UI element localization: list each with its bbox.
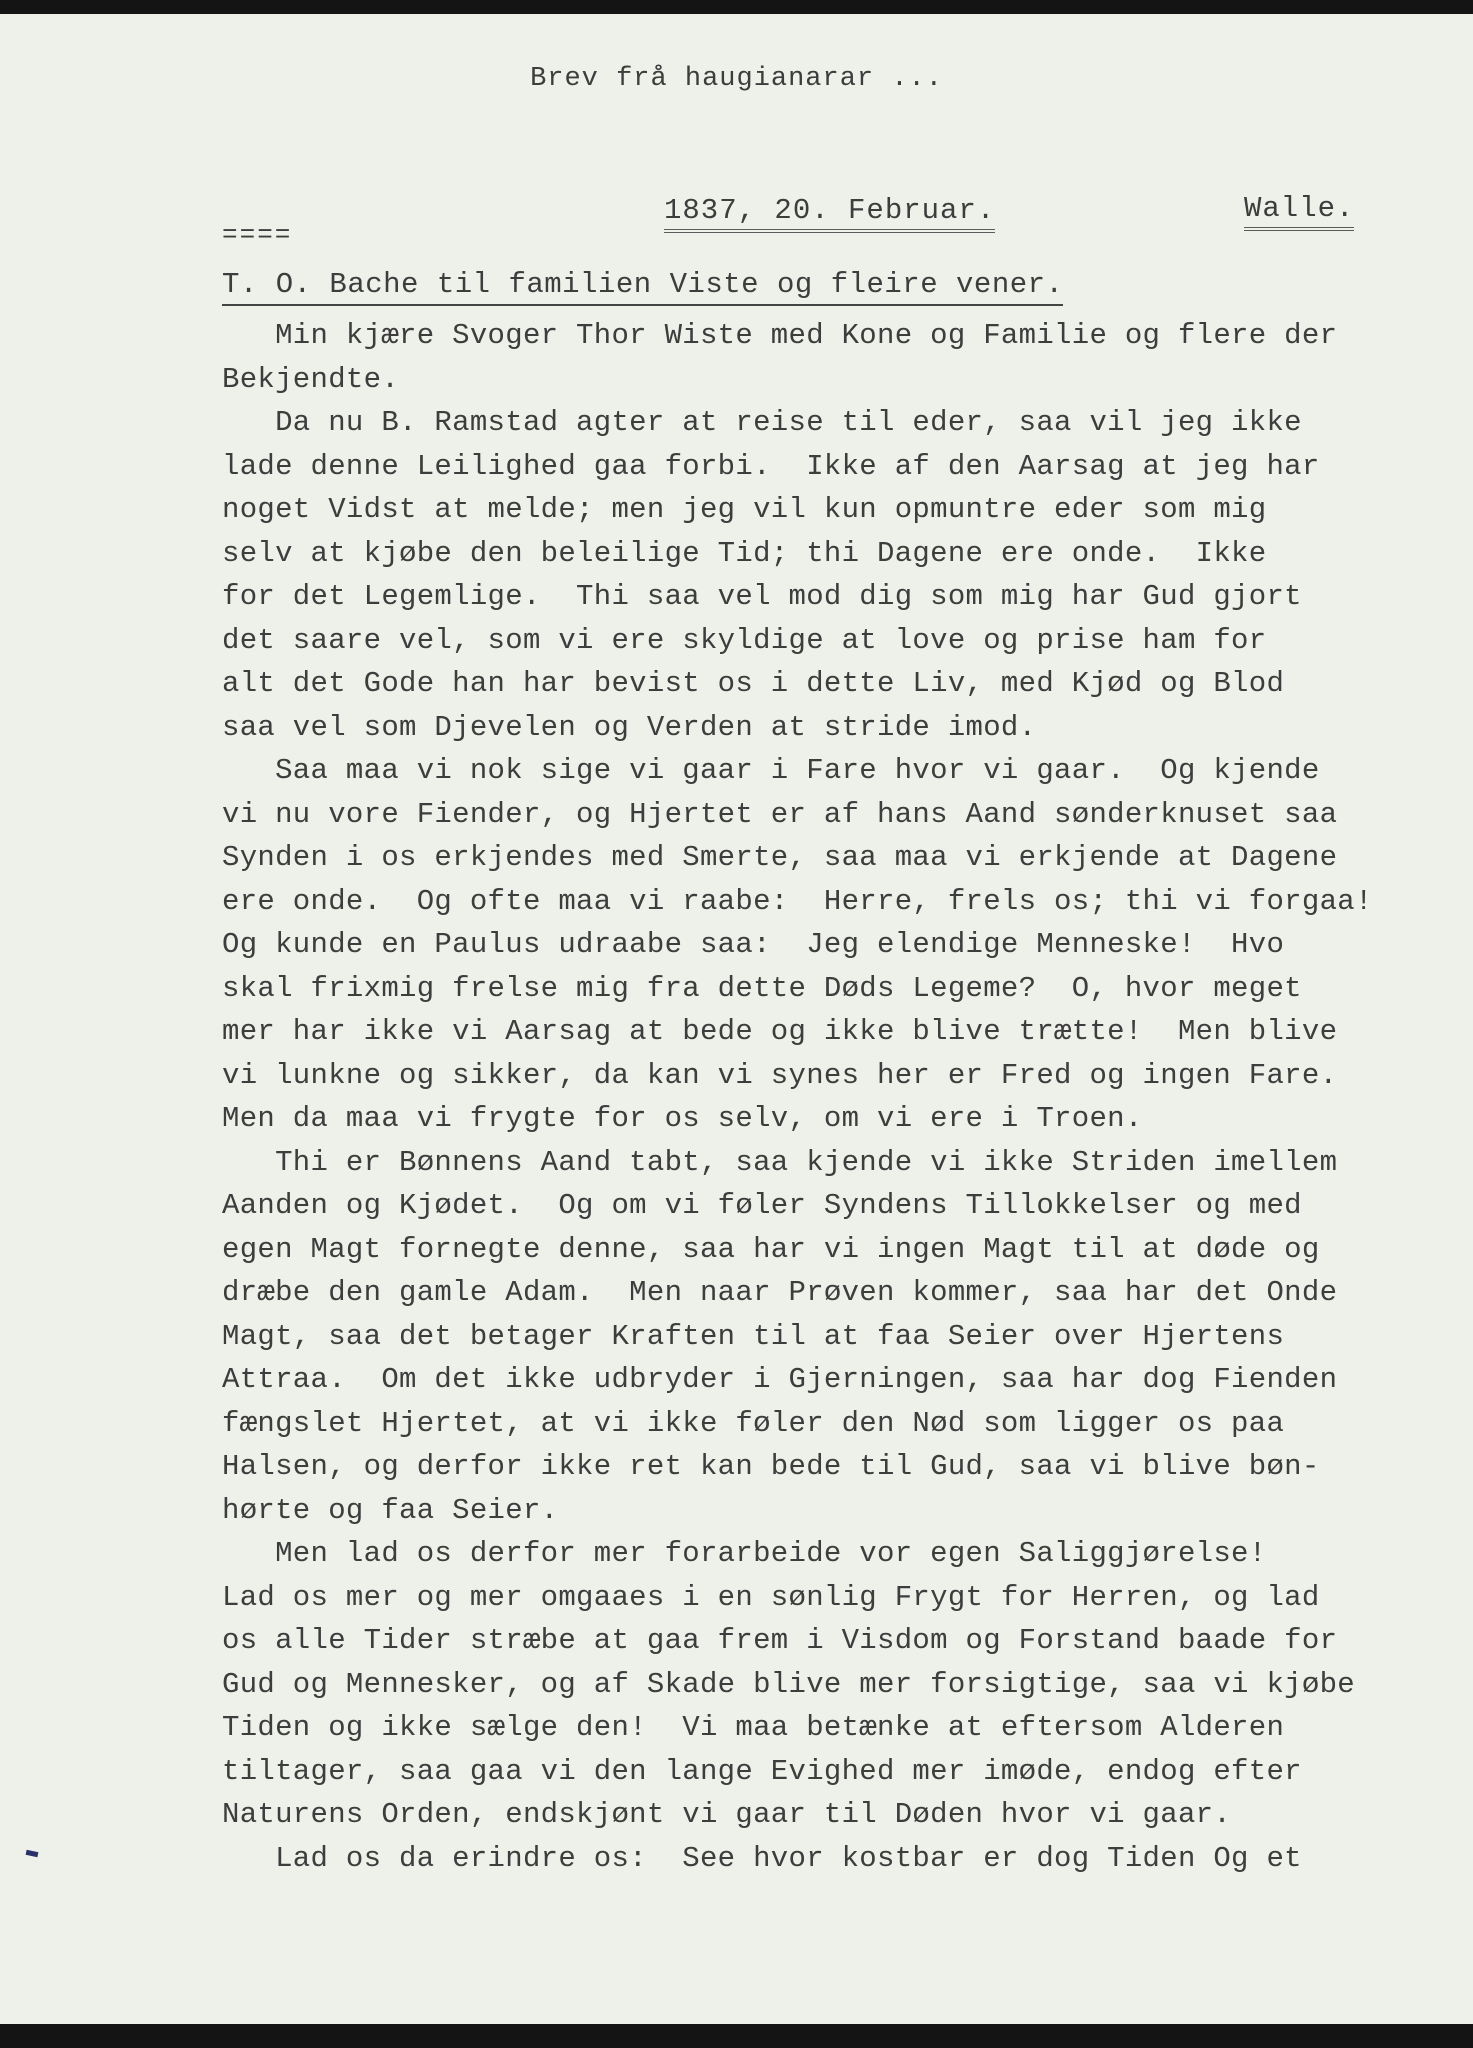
body-line: egen Magt fornegte denne, saa har vi ingen Magt til at døde og [222,1232,1320,1266]
body-line: vi lunkne og sikker, da kan vi synes her er Fred og ingen Fare. [222,1058,1338,1092]
body-line: Bekjendte. [222,362,400,396]
body-line: Min kjære Svoger Thor Wiste med Kone og Familie og flere der [222,319,1338,352]
ink-fleck [26,1850,39,1857]
body-line: selv at kjøbe den beleilige Tid; thi Dagene ere onde. Ikke [222,536,1267,570]
body-line: Da nu B. Ramstad agter at reise til eder, saa vil jeg ikke [222,406,1302,439]
body-line: noget Vidst at melde; men jeg vil kun opmuntre eder som mig [222,493,1267,526]
body-line: Tiden og ikke sælge den! Vi maa betænke at eftersom Alderen [222,1711,1285,1744]
page-header: Brev frå haugianarar ... [530,64,943,94]
body-line: Thi er Bønnens Aand tabt, saa kjende vi ikke Striden imellem [222,1145,1338,1179]
letter-place: Walle. [1244,192,1354,231]
body-line: Men lad os derfor mer forarbeide vor egen Saliggjørelse! [222,1537,1267,1570]
letter-date: 1837, 20. Februar. [664,194,995,233]
body-line: hørte og faa Seier. [222,1493,559,1527]
body-line: Magt, saa det betager Kraften til at faa Seier over Hjertens [222,1319,1285,1353]
body-line: fængslet Hjertet, at vi ikke føler den Nød som ligger os paa [222,1406,1285,1440]
body-line: Gud og Mennesker, og af Skade blive mer forsigtige, saa vi kjøbe [222,1667,1355,1701]
body-line: Naturens Orden, endskjønt vi gaar til Døden hvor vi gaar. [222,1798,1232,1831]
typewritten-page [0,14,1473,2024]
body-line: dræbe den gamle Adam. Men naar Prøven kommer, saa har det Onde [222,1276,1338,1309]
body-line: for det Legemlige. Thi saa vel mod dig som mig har Gud gjort [222,580,1302,613]
body-line: tiltager, saa gaa vi den lange Evighed mer imøde, endog efter [222,1754,1302,1788]
body-line: saa vel som Djevelen og Verden at stride imod. [222,710,1037,744]
body-line: Attraa. Om det ikke udbryder i Gjerningen, saa har dog Fienden [222,1363,1338,1396]
section-marker: ==== [222,220,293,250]
body-line: Men da maa vi frygte for os selv, om vi ere i Troen. [222,1102,1143,1135]
body-line: vi nu vore Fiender, og Hjertet er af hans Aand sønderknuset saa [222,797,1338,831]
body-line: os alle Tider stræbe at gaa frem i Visdom og Forstand baade for [222,1624,1338,1657]
body-line: Halsen, og derfor ikke ret kan bede til Gud, saa vi blive bøn- [222,1450,1320,1483]
letter-body [222,314,1373,1880]
body-line: Lad os da erindre os: See hvor kostbar er dog Tiden Og et [222,1841,1302,1875]
body-line: skal frixmig frelse mig fra dette Døds Legeme? O, hvor meget [222,971,1302,1005]
body-line: Aanden og Kjødet. Og om vi føler Syndens Tillokkelser og med [222,1189,1302,1222]
body-line: Saa maa vi nok sige vi gaar i Fare hvor vi gaar. Og kjende [222,754,1320,787]
body-line: mer har ikke vi Aarsag at bede og ikke blive trætte! Men blive [222,1015,1338,1048]
body-line: det saare vel, som vi ere skyldige at love og prise ham for [222,623,1267,657]
letter-subtitle: T. O. Bache til familien Viste og fleire vener. [222,268,1063,306]
body-line: Lad os mer og mer omgaaes i en sønlig Frygt for Herren, og lad [222,1580,1320,1614]
body-line: Og kunde en Paulus udraabe saa: Jeg elendige Menneske! Hvo [222,928,1285,961]
body-line: ere onde. Og ofte maa vi raabe: Herre, frels os; thi vi forgaa! [222,884,1373,918]
body-line: Synden i os erkjendes med Smerte, saa maa vi erkjende at Dagene [222,841,1338,874]
body-line: lade denne Leilighed gaa forbi. Ikke af den Aarsag at jeg har [222,449,1320,483]
body-line: alt det Gode han har bevist os i dette Liv, med Kjød og Blod [222,667,1285,700]
